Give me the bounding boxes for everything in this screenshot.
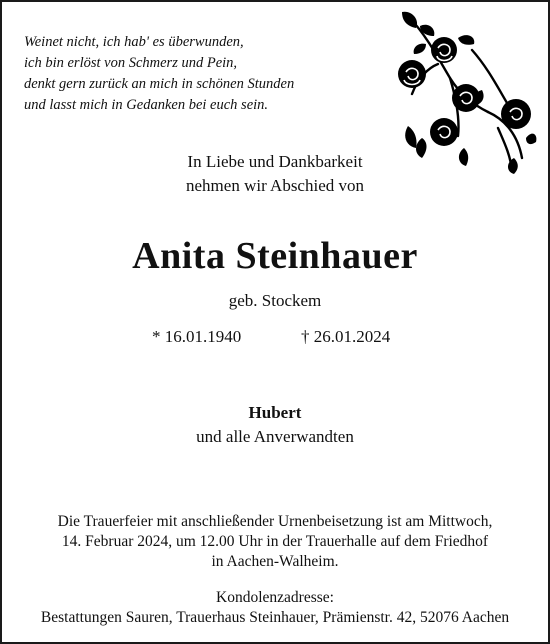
- service-line: 14. Februar 2024, um 12.00 Uhr in der Trauerhalle auf dem Friedhof: [61, 533, 489, 550]
- intro-text: [2, 150, 548, 198]
- mourner-name: Hubert: [248, 403, 302, 422]
- birth-name: geb. Stockem: [228, 291, 322, 310]
- condolence-address-line: Bestattungen Sauren, Trauerhaus Steinhauer, Prämienstr. 42, 52076 Aachen: [40, 609, 510, 626]
- relatives-text: und alle Anverwandten: [196, 427, 354, 446]
- poem: [24, 32, 294, 116]
- poem-line: und lasst mich in Gedanken bei euch sein.: [24, 97, 269, 113]
- service-notice: [2, 512, 548, 572]
- service-line: Die Trauerfeier mit anschließender Urnenbeisetzung ist am Mittwoch,: [57, 513, 493, 530]
- poem-line: ich bin erlöst von Schmerz und Pein,: [24, 55, 238, 71]
- condolence-label: Kondolenzadresse:: [216, 589, 334, 606]
- birth-date: * 16.01.1940: [152, 327, 242, 346]
- service-line: in Aachen-Walheim.: [211, 553, 339, 570]
- intro-line: nehmen wir Abschied von: [186, 176, 364, 195]
- condolence-address: [2, 588, 548, 628]
- deceased-name: Anita Steinhauer: [132, 235, 418, 277]
- poem-line: Weinet nicht, ich hab' es überwunden,: [24, 34, 244, 50]
- poem-line: denkt gern zurück an mich in schönen Stunden: [24, 76, 295, 92]
- intro-line: In Liebe und Dankbarkeit: [187, 152, 363, 171]
- death-date: † 26.01.2024: [301, 327, 391, 346]
